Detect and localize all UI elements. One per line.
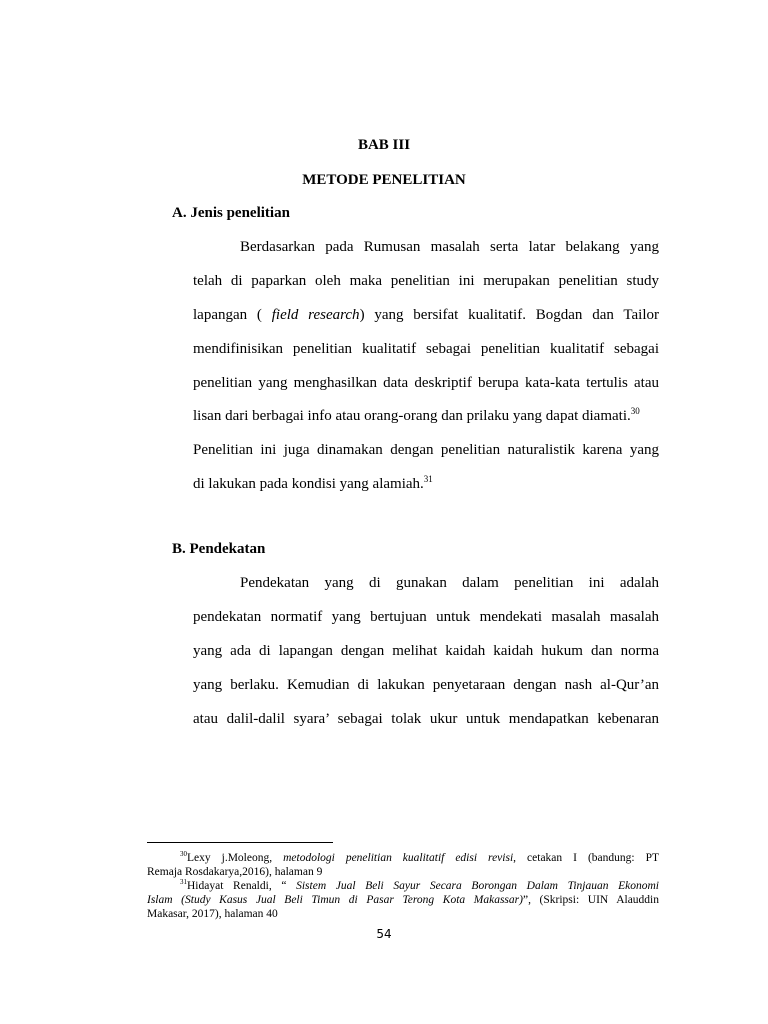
paragraph-a-line-5: penelitian yang menghasilkan data deskriptif berupa kata-kata tertulis atau	[193, 375, 659, 391]
section-b-heading: B. Pendekatan	[172, 541, 266, 557]
paragraph-b-line-5: atau dalil-dalil syara’ sebagai tolak ukur untuk mendapatkan kebenaran	[193, 711, 659, 727]
paragraph-a-line-4: mendifinisikan penelitian kualitatif sebagai penelitian kualitatif sebagai	[193, 341, 659, 357]
footnote-31-line-2: Islam (Study Kasus Jual Beli Timun di Pasar Terong Kota Makassar)”, (Skripsi: UIN Alauddin	[147, 894, 659, 906]
paragraph-a-line-2: telah di paparkan oleh maka penelitian ini merupakan penelitian study	[193, 273, 659, 289]
paragraph-b-line-4: yang berlaku. Kemudian di lakukan penyetaraan dengan nash al-Qur’an	[193, 677, 659, 693]
paragraph-b-line-1: Pendekatan yang di gunakan dalam penelitian ini adalah	[240, 575, 659, 591]
chapter-title: METODE PENELITIAN	[302, 172, 466, 188]
footnote-31-line-3: Makasar, 2017), halaman 40	[147, 908, 278, 920]
footnote-31-line-1: $^{31}$Hidayat Renaldi, “ Sistem Jual Beli Sayur Secara Borongan Dalam Tinjauan Ekonomi	[180, 878, 660, 892]
field-research-term: field research	[271, 307, 360, 323]
footnote-30-line-1: $^{30}$Lexy j.Moleong, metodologi penelitian kualitatif edisi revisi, cetakan I (bandung: PT	[180, 850, 660, 864]
footnote-ref-31[interactable]: 31	[423, 474, 433, 484]
paragraph-a-line-1: Berdasarkan pada Rumusan masalah serta latar belakang yang	[240, 239, 659, 255]
paragraph-a-line-7: Penelitian ini juga dinamakan dengan penelitian naturalistik karena yang	[193, 442, 659, 458]
paragraph-a-line-3: lapangan ( field research) yang bersifat kualitatif. Bogdan dan Tailor	[193, 307, 659, 323]
footnote-30-number: 30	[180, 850, 187, 859]
footnote-ref-30[interactable]: 30	[630, 406, 640, 416]
page-number: 54	[376, 927, 392, 941]
paragraph-b-line-2: pendekatan normatif yang bertujuan untuk mendekati masalah masalah	[193, 609, 659, 625]
chapter-label: BAB III	[357, 137, 411, 153]
footnote-separator	[147, 842, 333, 843]
paragraph-b-line-3: yang ada di lapangan dengan melihat kaidah kaidah hukum dan norma	[193, 643, 659, 659]
section-a-heading: A. Jenis penelitian	[172, 205, 290, 221]
footnote-31-number: 31	[180, 878, 187, 887]
paragraph-a-line-8: di lakukan pada kondisi yang alamiah.$^{31}$	[193, 474, 433, 492]
footnote-30-line-2: Remaja Rosdakarya,2016), halaman 9	[147, 866, 323, 878]
paragraph-a-line-6: lisan dari berbagai info atau orang-orang dan prilaku yang dapat diamati.$^{30}$	[193, 406, 640, 424]
